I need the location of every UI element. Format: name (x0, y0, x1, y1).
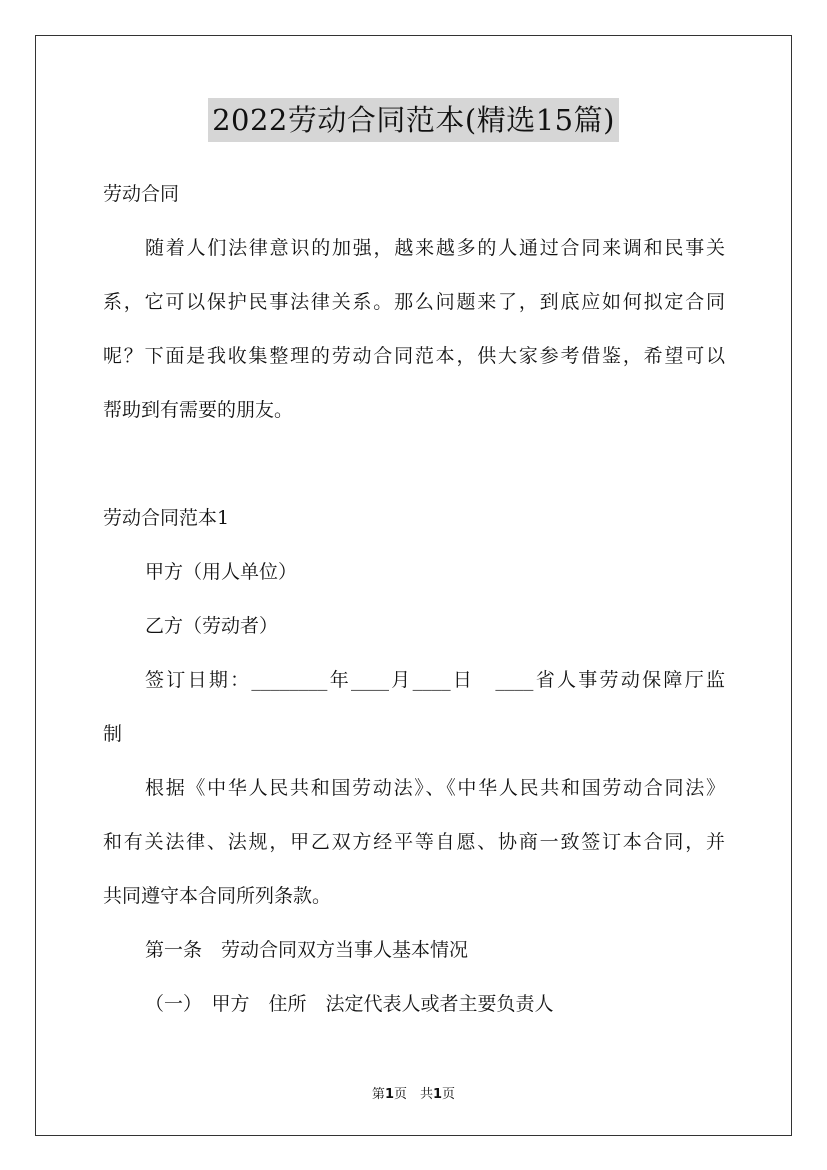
page-footer (0, 1083, 827, 1102)
footer-suffix: 页 (442, 1087, 456, 1102)
footer-page-number: 1 (384, 1087, 394, 1102)
article-1-item-1: （一） 甲方 住所 法定代表人或者主要负责人 (145, 993, 554, 1015)
basis-line-2: 和有关法律、法规，甲乙双方经平等自愿、协商一致签订本合同，并 (103, 831, 725, 853)
article-1-heading: 第一条 劳动合同双方当事人基本情况 (145, 939, 469, 961)
footer-page-total: 1 (433, 1087, 443, 1102)
section-heading-sample-1: 劳动合同范本1 (103, 507, 230, 529)
party-a-line: 甲方（用人单位） (145, 561, 298, 583)
title-container (0, 98, 827, 142)
intro-line-3: 呢？下面是我收集整理的劳动合同范本，供大家参考借鉴，希望可以 (103, 345, 725, 367)
basis-line-1: 根据《中华人民共和国劳动法》、《中华人民共和国劳动合同法》 (145, 777, 725, 799)
footer-prefix: 第 (371, 1087, 385, 1102)
intro-line-2: 系，它可以保护民事法律关系。那么问题来了，到底应如何拟定合同 (103, 291, 725, 313)
document-title: 2022劳动合同范本(精选15篇) (208, 98, 619, 142)
intro-line-4: 帮助到有需要的朋友。 (103, 399, 294, 421)
party-b-line: 乙方（劳动者） (145, 615, 279, 637)
intro-line-1: 随着人们法律意识的加强，越来越多的人通过合同来调和民事关 (145, 237, 725, 259)
basis-line-3: 共同遵守本合同所列条款。 (103, 885, 332, 907)
footer-mid: 页 共 (393, 1087, 433, 1102)
sign-date-line: 签订日期：________年____月____日 ____省人事劳动保障厅监 (145, 669, 725, 691)
section-heading-contract: 劳动合同 (103, 183, 180, 205)
sign-date-line-cont: 制 (103, 723, 123, 745)
